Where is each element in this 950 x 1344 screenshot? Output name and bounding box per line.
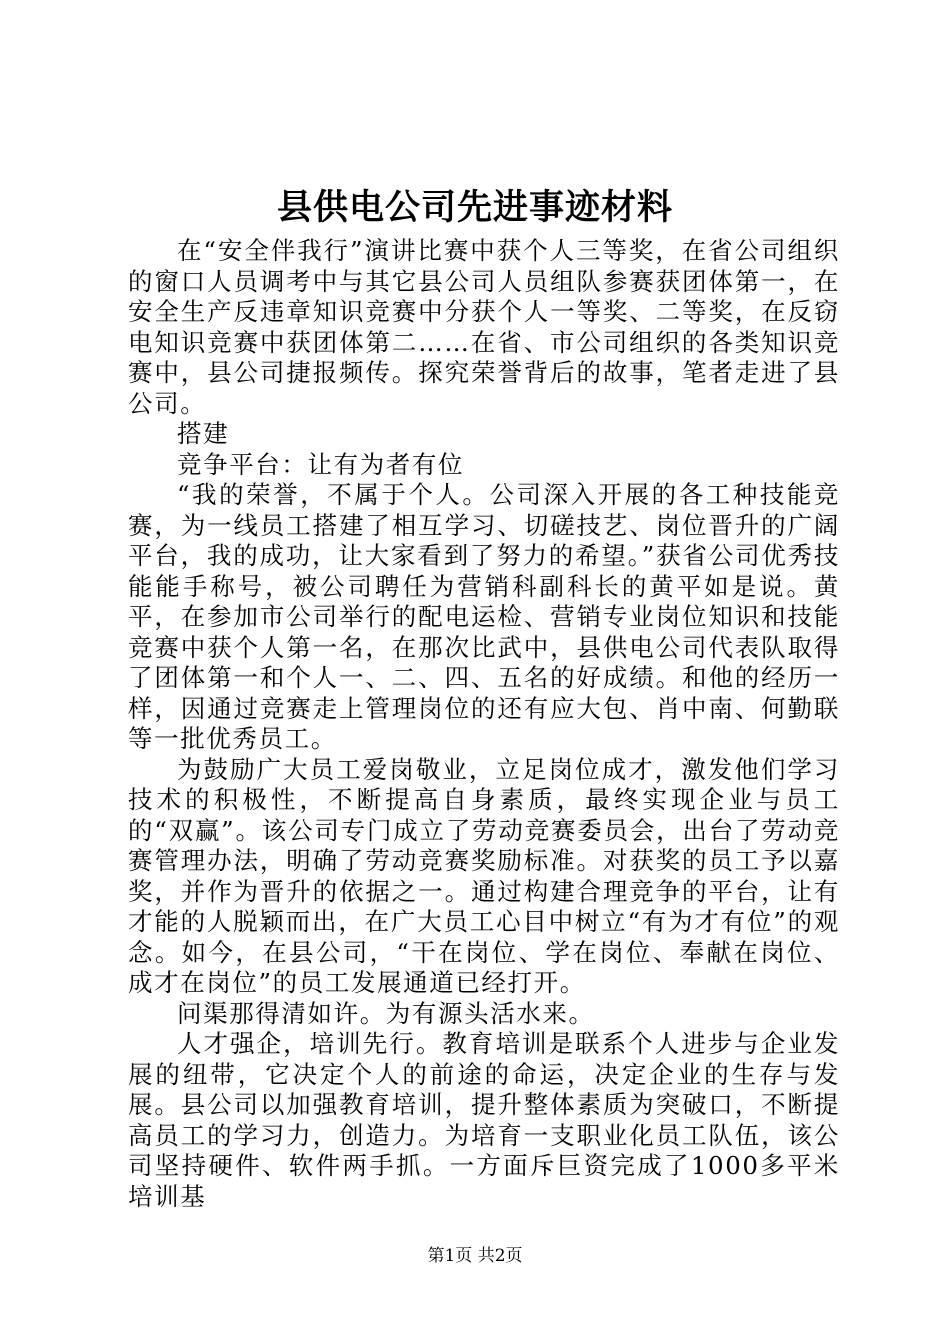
paragraph: 搭建 <box>177 419 230 448</box>
paragraph: “我的荣誉，不属于个人。公司深入开展的各工种技能竞赛，为一线员工搭建了相互学习、切磋技艺、岗位晋升的广阔平台，我的成功，让大家看到了努力的希望。”获省公司优秀技能能手称号，被公司聘任为营销科副科长的黄平如是说。黄平，在参加市公司举行的配电运检、营销专业岗位知识和技能竞赛中获个人第一名，在那次比武中，县供电公司代表队取得了团体第一和个人一、二、四、五名的好成绩。和他的经历一样，因通过竞赛走上管理岗位的还有应大包、肖中南、何勤联等一批优秀员工。 <box>128 480 840 753</box>
paragraph: 为鼓励广大员工爱岗敬业，立足岗位成才，激发他们学习技术的积极性，不断提高自身素质，最终实现企业与员工的“双赢”。该公司专门成立了劳动竞赛委员会，出台了劳动竞赛管理办法，明确了劳动竞赛奖励标准。对获奖的员工予以嘉奖，并作为晋升的依据之一。通过构建合理竞争的平台，让有才能的人脱颖而出，在广大员工心目中树立“有为才有位”的观念。如今，在县公司，“干在岗位、学在岗位、奉献在岗位、成才在岗位”的员工发展通道已经打开。 <box>128 754 840 997</box>
paragraph: 竞争平台：让有为者有位 <box>177 449 465 479</box>
paragraph: 问渠那得清如许。为有源头活水来。 <box>177 998 595 1028</box>
page-number-footer: 第1页 共2页 <box>427 1246 523 1266</box>
document-title: 县供电公司先进事迹材料 <box>276 187 673 228</box>
document-body <box>128 236 840 1212</box>
paragraph: 人才强企，培训先行。教育培训是联系个人进步与企业发展的纽带，它决定个人的前途的命运，决定企业的生存与发展。县公司以加强教育培训，提升整体素质为突破口，不断提高员工的学习力，创造力。为培育一支职业化员工队伍，该公司坚持硬件、软件两手抓。一方面斥巨资完成了1000多平米培训基 <box>128 1029 840 1211</box>
paragraph: 在“安全伴我行”演讲比赛中获个人三等奖，在省公司组织的窗口人员调考中与其它县公司人员组队参赛获团体第一，在安全生产反违章知识竞赛中分获个人一等奖、二等奖，在反窃电知识竞赛中获团体第二……在省、市公司组织的各类知识竞赛中，县公司捷报频传。探究荣誉背后的故事，笔者走进了县公司。 <box>128 236 840 418</box>
